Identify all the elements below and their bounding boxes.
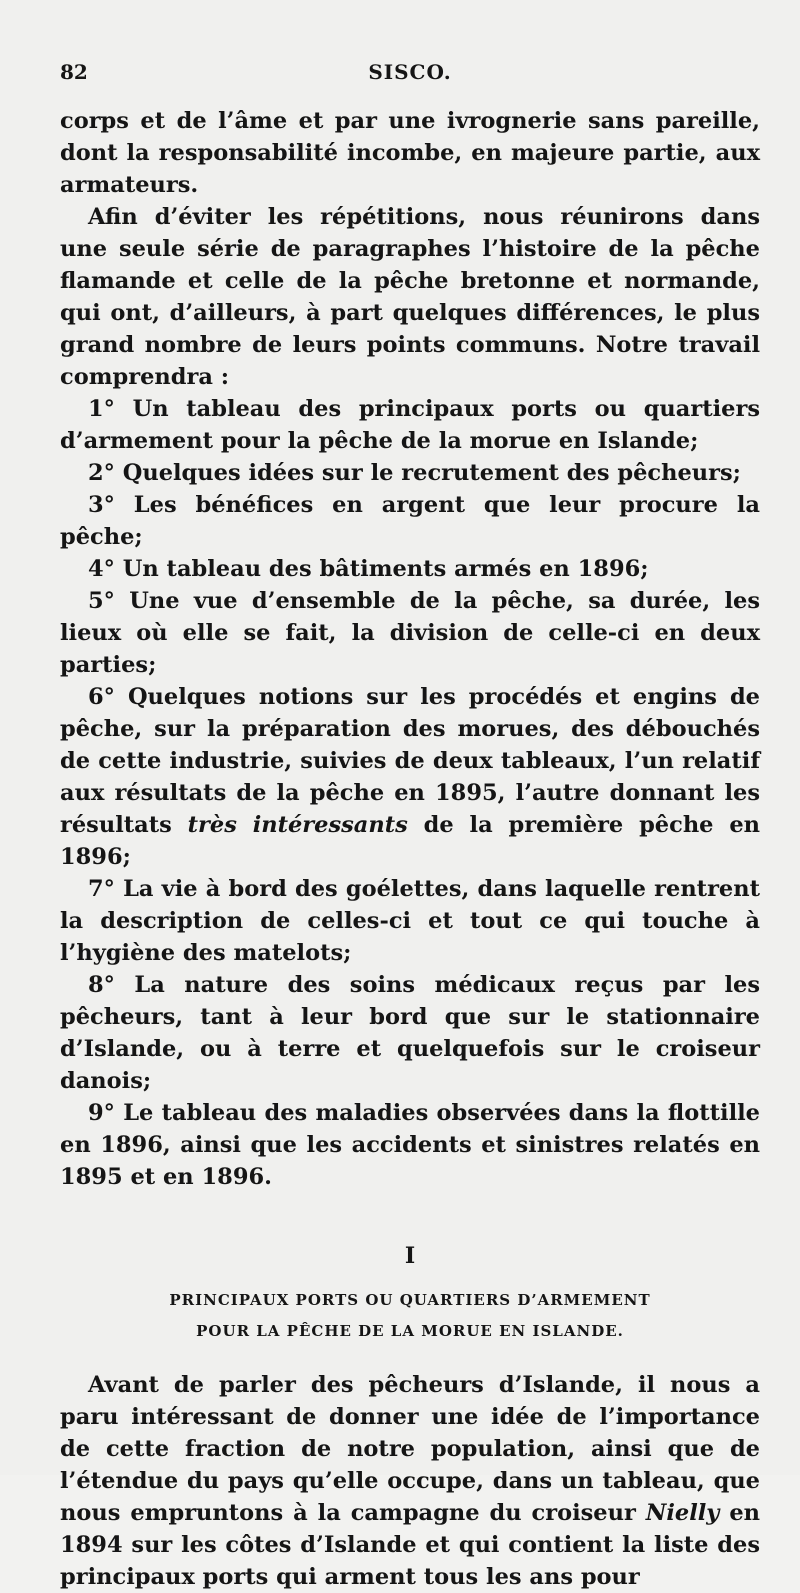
section-heading: [60, 1285, 760, 1347]
list-item-9: 9° Le tableau des maladies observées dans la flottille en 1896, ainsi que les accidents et sinistres relatés en 1895 et en 1896.: [60, 1100, 760, 1190]
list-item-6-text-after: de la première pêche en 1896;: [60, 812, 761, 870]
list-item-8: 8° La nature des soins médicaux reçus par les pêcheurs, tant à leur bord que sur le stationnaire d’Islande, ou à terre et quelquefois sur le croiseur danois;: [60, 972, 760, 1094]
list-item-7: 7° La vie à bord des goélettes, dans laquelle rentrent la description de celles-ci et tout ce qui touche à l’hygiène des matelots;: [60, 876, 760, 966]
section-title-line-1: PRINCIPAUX PORTS OU QUARTIERS D’ARMEMENT: [169, 1291, 651, 1309]
list-item-5: 5° Une vue d’ensemble de la pêche, sa durée, les lieux où elle se fait, la division de celle-ci en deux parties;: [60, 588, 760, 678]
page-body: [60, 105, 760, 1593]
running-title: SISCO.: [368, 60, 452, 84]
list-item-6: [60, 681, 760, 873]
section-body-text-before: Avant de parler des pêcheurs d’Islande, il nous a paru intéressant de donner une idée de l’importance de cette fraction de notre population, ainsi que de l’étendue du pays qu’elle occupe, dans un tableau, que nous empruntons à la campagne du croiseur: [60, 1372, 760, 1526]
list-item-4: 4° Un tableau des bâtiments armés en 1896;: [88, 556, 649, 582]
list-item-1: 1° Un tableau des principaux ports ou quartiers d’armement pour la pêche de la morue en Islande;: [60, 396, 760, 454]
section-body-text-after: en 1894 sur les côtes d’Islande et qui contient la liste des principaux ports qui arment tous les ans pour: [60, 1500, 760, 1590]
paragraph-intro: corps et de l’âme et par une ivrognerie sans pareille, dont la responsabilité incombe, en majeure partie, aux armateurs.: [60, 108, 760, 198]
list-item-3: 3° Les bénéfices en argent que leur procure la pêche;: [60, 492, 760, 550]
section-title-line-2: POUR LA PÊCHE DE LA MORUE EN ISLANDE.: [196, 1322, 624, 1340]
list-item-6-text-before: 6° Quelques notions sur les procédés et engins de pêche, sur la préparation des morues, des débouchés de cette industrie, suivies de deux tableaux, l’un relatif aux résultats de la pêche en 1895, l’autre donnant les résultats: [60, 684, 760, 838]
page-number: 82: [60, 60, 88, 84]
list-item-2: 2° Quelques idées sur le recrutement des pêcheurs;: [88, 460, 741, 486]
section-number: I: [404, 1243, 416, 1269]
list-item-6-emphasis: très intéressants: [187, 812, 408, 838]
paragraph-section-body: [60, 1369, 760, 1593]
page-header: [60, 60, 760, 90]
paragraph-plan: Afin d’éviter les répétitions, nous réunirons dans une seule série de paragraphes l’histoire de la pêche flamande et celle de la pêche bretonne et normande, qui ont, d’ailleurs, à part quelques différences, le plus grand nombre de leurs points communs. Notre travail comprendra :: [60, 204, 760, 390]
ship-name: Nielly: [645, 1500, 720, 1526]
